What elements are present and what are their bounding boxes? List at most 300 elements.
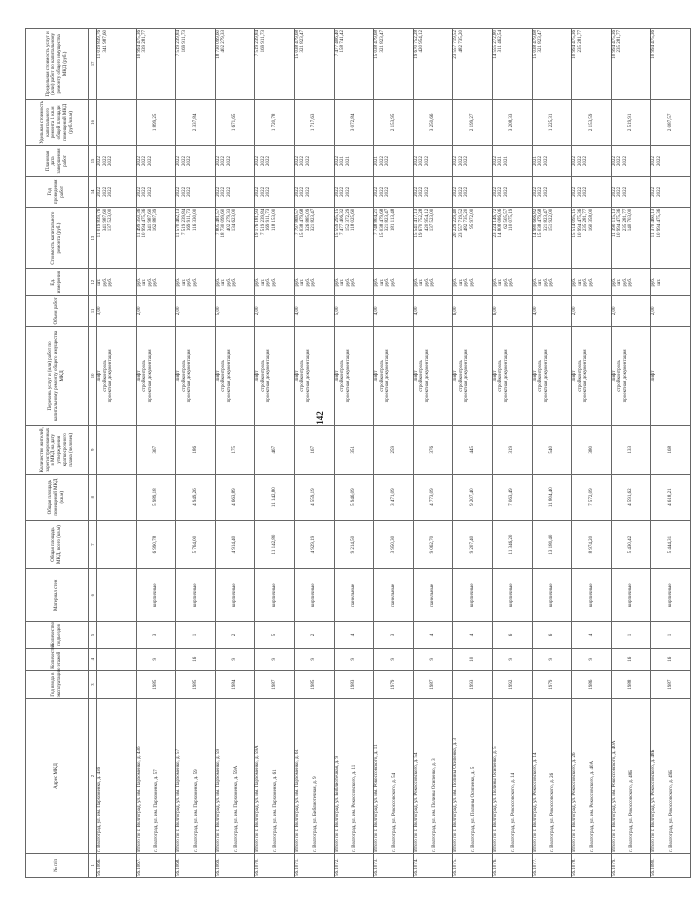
row-walls: [453, 569, 493, 622]
row-entrances-value: 4: [588, 633, 594, 637]
row-total-area: [572, 520, 612, 569]
row-units-line: руб.: [464, 277, 470, 287]
row-works-line: лифт: [97, 370, 102, 382]
row-floors: [136, 648, 176, 670]
row-entrances: [572, 622, 612, 648]
row-work-years: [334, 176, 374, 207]
row-work-years-line: 2022: [611, 186, 617, 197]
row-walls: [97, 569, 137, 622]
row-work-years-line: 2022: [294, 186, 300, 197]
row-units-line: руб.: [311, 277, 317, 287]
row-planned-dates: [651, 146, 691, 177]
row-residents: [572, 426, 612, 475]
row-units: [255, 269, 295, 295]
row-work-years-line: 2022: [176, 186, 182, 197]
row-costs: [176, 207, 216, 269]
row-year: [572, 670, 612, 699]
row-floors-value: 16: [667, 656, 673, 662]
row-planned-dates-line: 2022: [458, 155, 464, 166]
row-costs-line: 7 748 804,21: [374, 208, 380, 235]
row-entrances: [413, 622, 453, 648]
row-floors: [532, 648, 572, 670]
row-work-years: [255, 176, 295, 207]
row-unit-cost-value: 3 208,33: [509, 113, 515, 132]
row-planned-dates: [453, 146, 493, 177]
row-work-years-line: 2022: [538, 186, 544, 197]
row-costs-line: 19 176 181,93: [255, 208, 261, 238]
row-limit-cost: [413, 29, 453, 100]
row-work-years-line: 2022: [334, 186, 340, 197]
row-total-area-value: 5 430,42: [628, 535, 634, 554]
row-unit-cost: [651, 99, 691, 145]
row-floors-value: 9: [271, 657, 277, 661]
row-address: [374, 699, 414, 853]
row-costs-line: 341 987,60: [102, 208, 108, 232]
row-planned-dates-line: 2022: [215, 155, 221, 166]
row-floors-value: 9: [311, 657, 317, 661]
row-costs-line: 95 972,00: [469, 208, 475, 229]
row-total-area-value: 3 950,30: [390, 535, 396, 554]
row-costs-line: 23 557 719,52: [458, 208, 464, 238]
row-id: [215, 853, 255, 877]
row-limit-cost-line: 10 994 475,36: [572, 30, 578, 59]
row-work-years: [572, 176, 612, 207]
row-costs-line: 20 229 229,40: [453, 208, 459, 238]
row-premises-area-value: 7 572,09: [588, 488, 594, 506]
row-works-line: проектная документация: [622, 349, 628, 403]
row-work-years: [453, 176, 493, 207]
row-total-area: [492, 520, 532, 569]
row-works-line: стройконтроль: [221, 360, 227, 392]
row-units-line: руб.: [334, 277, 340, 287]
row-year-value: 1987: [430, 679, 436, 690]
row-costs-line: 482 735,20: [464, 208, 470, 232]
row-planned-dates-line: 2022: [334, 155, 340, 166]
row-volume-value: 5,00: [215, 306, 221, 316]
row-residents-value: 175: [232, 446, 238, 454]
row-planned-dates-line: 2022: [147, 155, 153, 166]
row-unit-cost: [611, 99, 651, 145]
row-units-line: руб.: [651, 277, 657, 287]
row-residents: [413, 426, 453, 475]
header-col-unit: Ед. измерения: [26, 269, 89, 295]
row-floors: [334, 648, 374, 670]
row-unit-cost: [215, 99, 255, 145]
row-costs-line: 11 499 350,36: [136, 208, 142, 238]
row-year: [453, 670, 493, 699]
row-work-years-line: 2022: [181, 186, 187, 197]
row-work-years-line: 2022: [187, 186, 193, 197]
row-work-years-line: 2022: [464, 186, 470, 197]
row-costs-line: 118 025,60: [351, 208, 357, 232]
row-costs-line: 11 019 839,76: [97, 208, 102, 238]
row-premises-area: [572, 474, 612, 520]
row-costs: [651, 207, 691, 269]
row-units-line: шт.: [379, 278, 385, 286]
row-limit-cost-line: 19 670 752,28: [413, 30, 419, 59]
row-walls-value: панельные: [350, 583, 356, 607]
row-costs: [97, 207, 137, 269]
row-total-area-value: 11 346,20: [509, 534, 515, 555]
row-costs-line: 160 358,00: [588, 208, 594, 232]
row-limit-cost-line: 158 741,42: [340, 30, 346, 53]
row-total-area-value: 13 180,40: [548, 534, 554, 555]
row-work-years-line: 2022: [221, 186, 227, 197]
row-volume-value: 4,00: [374, 306, 380, 316]
row-address: [651, 699, 691, 853]
row-total-area-value: 8 974,20: [588, 535, 594, 554]
header-col-entrances: Количество подъездов: [26, 622, 89, 648]
row-id-value: 56.1072.: [334, 858, 340, 876]
row-address: [176, 699, 216, 853]
row-costs-line: 169 911,73: [187, 208, 193, 232]
row-work-years-line: 2022: [374, 186, 380, 197]
row-units: [215, 269, 255, 295]
row-premises-area: [97, 474, 137, 520]
subtotal-label: Итого по г. Волгоград, ул. Рокоссовского, д. 26: [572, 752, 578, 852]
header-row: [26, 29, 89, 878]
row-costs-line: 169 911,73: [266, 208, 272, 232]
row-units-line: руб.: [572, 277, 578, 287]
row-year: [97, 670, 137, 699]
row-limit-cost-line: 235 281,77: [617, 30, 623, 53]
row-floors: [215, 648, 255, 670]
row-costs: [413, 207, 453, 269]
subtotal-label: Итого по г. Волгоград, ул. Рокоссовского, д. 54: [413, 752, 419, 852]
row-entrances-value: 3: [390, 633, 396, 637]
row-units-line: руб.: [176, 277, 182, 287]
row-entrances: [97, 622, 137, 648]
row-units-line: руб.: [147, 277, 153, 287]
table-row: [492, 29, 532, 878]
row-planned-dates-line: 2022: [583, 155, 589, 166]
row-residents: [492, 426, 532, 475]
row-year-value: 1992: [509, 679, 515, 690]
row-works-line: стройконтроль: [260, 360, 266, 392]
row-entrances-value: 1: [192, 633, 198, 637]
subtotal-label: Итого по г. Волгоград, ул. им. Пархоменко, д. 59А: [255, 745, 261, 852]
header-col-floors: Количество этажей: [26, 648, 89, 670]
row-planned-dates-line: 2022: [419, 155, 425, 166]
row-planned-dates: [492, 146, 532, 177]
table-row: [532, 29, 572, 878]
row-costs-line: 7 519 239,84: [260, 208, 266, 235]
row-costs-line: 23 224 146,72: [492, 208, 498, 238]
row-residents: [453, 426, 493, 475]
row-floors: [651, 648, 691, 670]
header-col-residents: Количество жителей, зарегистрированных в МКД на дату утверждения краткосрочного плана (человек): [26, 426, 89, 475]
row-entrances: [255, 622, 295, 648]
row-planned-dates-line: 2021: [374, 155, 380, 166]
row-units-line: руб.: [187, 277, 193, 287]
row-units-line: руб.: [108, 277, 113, 287]
row-floors: [611, 648, 651, 670]
row-works-line: проектная документация: [147, 349, 153, 403]
row-costs-line: 235 281,77: [622, 208, 628, 232]
row-volume-value: 2,00: [176, 306, 182, 316]
row-costs: [453, 207, 493, 269]
row-costs-line: 62 505,57: [503, 208, 509, 229]
row-units-line: руб.: [374, 277, 380, 287]
row-work-years-line: 2022: [215, 186, 221, 197]
row-work-years: [492, 176, 532, 207]
row-work-years-line: 2022: [226, 186, 232, 197]
column-number: 11: [89, 295, 97, 326]
row-premises-area: [611, 474, 651, 520]
row-costs: [492, 207, 532, 269]
row-year-value: 1985: [153, 679, 159, 690]
row-work-years-line: 2022: [458, 186, 464, 197]
row-year: [215, 670, 255, 699]
row-premises-area-value: 7 063,49: [509, 488, 515, 506]
row-address: [294, 699, 334, 853]
row-residents: [651, 426, 691, 475]
row-work-years-line: 2022: [379, 186, 385, 197]
row-address: [334, 699, 374, 853]
row-work-years: [215, 176, 255, 207]
row-id: [413, 853, 453, 877]
row-planned-dates: [97, 146, 137, 177]
row-costs-line: 181 113,48: [390, 208, 396, 232]
row-works-line: проектная документация: [266, 349, 272, 403]
row-unit-cost: [176, 99, 216, 145]
row-costs: [215, 207, 255, 269]
row-unit-cost-value: 3 250,66: [430, 113, 436, 132]
row-unit-cost-value: 1 225,31: [548, 113, 554, 132]
row-floors: [97, 648, 137, 670]
row-total-area: [215, 520, 255, 569]
row-limit-cost-line: 14 555 272,80: [492, 30, 498, 59]
row-volume: [97, 295, 137, 326]
row-planned-dates-line: 2022: [305, 155, 311, 166]
row-walls-value: кирпичные: [548, 583, 554, 608]
row-works-line: стройконтроль: [181, 360, 187, 392]
row-id-value: 56.1071.: [294, 858, 300, 876]
row-limit-cost-line: 23 557 719,52: [453, 30, 459, 59]
row-planned-dates-line: 2022: [108, 155, 113, 166]
row-year-value: 1984: [232, 679, 238, 690]
row-limit-cost: [532, 29, 572, 100]
row-id: [453, 853, 493, 877]
row-residents-value: 186: [192, 446, 198, 454]
row-walls: [255, 569, 295, 622]
row-units-line: руб.: [503, 277, 509, 287]
row-volume: [215, 295, 255, 326]
row-limit-cost-line: 15 038 479,68: [374, 30, 380, 59]
row-costs-line: 10 994 475,36: [617, 208, 623, 238]
row-year-value: 1987: [667, 679, 673, 690]
row-works-line: лифт: [651, 370, 657, 382]
row-works-line: лифт: [572, 370, 578, 382]
row-units-line: руб.: [390, 277, 396, 287]
row-work-years-line: 2022: [622, 186, 628, 197]
row-units-line: руб.: [351, 277, 357, 287]
row-premises-area: [176, 474, 216, 520]
row-volume: [492, 295, 532, 326]
row-units-line: шт.: [300, 278, 306, 286]
row-costs-line: 116 330,00: [192, 208, 198, 232]
row-planned-dates: [572, 146, 612, 177]
row-limit-cost: [453, 29, 493, 100]
row-costs-line: 140 703,00: [628, 208, 634, 232]
row-id: [572, 853, 612, 877]
row-walls-value: кирпичные: [192, 583, 198, 608]
row-entrances: [176, 622, 216, 648]
row-planned-dates-line: 2022: [622, 155, 628, 166]
row-units-line: шт.: [260, 278, 266, 286]
row-id: [97, 853, 137, 877]
row-work-years: [611, 176, 651, 207]
row-entrances: [492, 622, 532, 648]
row-work-years-line: 2022: [492, 186, 498, 197]
row-limit-cost-line: 10 994 475,36: [611, 30, 617, 59]
row-limit-cost-line: 169 911,73: [181, 30, 187, 53]
row-costs: [572, 207, 612, 269]
row-planned-dates-line: 2022: [492, 155, 498, 166]
header-col-premises-area: Общая площадь помещений МКД (кв.м): [26, 474, 89, 520]
row-entrances: [651, 622, 691, 648]
row-works: [651, 326, 691, 425]
row-year: [176, 670, 216, 699]
row-year-value: 1986: [588, 679, 594, 690]
row-costs-line: 15 559 295,15: [334, 208, 340, 238]
row-units-line: руб.: [622, 277, 628, 287]
row-units-line: руб.: [469, 277, 475, 287]
row-volume-value: 2,00: [611, 306, 617, 316]
row-work-years-line: 2022: [255, 186, 261, 197]
row-total-area-value: 4 929,19: [311, 535, 317, 554]
row-premises-area: [136, 474, 176, 520]
row-limit-cost-line: 7 519 239,84: [255, 30, 261, 57]
row-premises-area-value: 4 591,62: [628, 488, 634, 506]
row-planned-dates-line: 2021: [503, 155, 509, 166]
row-units-line: руб.: [226, 277, 232, 287]
row-walls-value: кирпичные: [311, 583, 317, 608]
row-walls: [215, 569, 255, 622]
row-works-line: лифт: [294, 370, 300, 382]
row-units-line: руб.: [509, 277, 515, 287]
row-walls-value: кирпичные: [667, 583, 673, 608]
row-floors: [374, 648, 414, 670]
row-works: [453, 326, 493, 425]
row-address: [572, 699, 612, 853]
row-volume: [611, 295, 651, 326]
row-premises-area-value: 5 946,09: [350, 488, 356, 506]
row-premises-area: [215, 474, 255, 520]
row-id: [611, 853, 651, 877]
row-units: [176, 269, 216, 295]
row-premises-area: [413, 474, 453, 520]
row-walls-value: панельные: [430, 583, 436, 607]
row-work-years-line: 2022: [385, 186, 391, 197]
row-residents-value: 168: [667, 446, 673, 454]
subtotal-label: Итого по г. Волгоград, ул. им. Пархоменко, д. 59: [215, 748, 221, 852]
row-work-years-line: 2022: [543, 186, 549, 197]
row-residents-value: 376: [430, 446, 436, 454]
row-unit-cost-value: 2 519,91: [628, 113, 634, 132]
row-works-line: лифт: [492, 370, 498, 382]
row-walls: [294, 569, 334, 622]
row-works-line: лифт: [374, 370, 380, 382]
column-number: 16: [89, 99, 97, 145]
row-total-area-value: 4 914,40: [232, 535, 238, 554]
row-limit-cost: [334, 29, 374, 100]
row-year: [492, 670, 532, 699]
row-costs-line: 137 523,00: [108, 208, 113, 232]
row-address: [215, 699, 255, 853]
row-costs: [255, 207, 295, 269]
column-number: 12: [89, 269, 97, 295]
row-units-line: руб.: [136, 277, 142, 287]
address-line: г. Волгоград, ул. Рокоссовского, д. 49Б: [669, 770, 675, 852]
column-number: 3: [89, 670, 97, 699]
row-planned-dates-line: 2022: [572, 155, 578, 166]
row-planned-dates-line: 2022: [611, 155, 617, 166]
row-costs-line: 10 994 475,36: [577, 208, 583, 238]
row-volume: [532, 295, 572, 326]
subtotal-label: Итого по г. Волгоград, ул. им. Пархоменко, д. 61: [294, 748, 300, 852]
row-costs-line: 11 570 462,13: [176, 208, 182, 238]
row-id-value: 56.1075.: [453, 858, 459, 876]
row-premises-area-value: 3 471,09: [390, 488, 396, 506]
row-total-area: [453, 520, 493, 569]
row-work-years-line: 2022: [97, 186, 102, 197]
row-floors-value: 9: [588, 657, 594, 661]
row-id: [176, 853, 216, 877]
row-costs-line: 118 153,00: [271, 208, 277, 232]
row-works-line: лифт: [334, 370, 340, 382]
table-row: [215, 29, 255, 878]
row-planned-dates-line: 2022: [181, 155, 187, 166]
row-limit-cost-line: 15 038 479,68: [532, 30, 538, 59]
row-premises-area-value: 9 207,40: [469, 488, 475, 506]
row-year: [374, 670, 414, 699]
row-volume: [413, 295, 453, 326]
row-costs-line: 7 519 239,84: [181, 208, 187, 235]
row-units-line: руб.: [153, 277, 159, 287]
row-units-line: руб.: [294, 277, 300, 287]
row-residents-value: 540: [548, 446, 554, 454]
row-costs-line: 11 370 460,13: [651, 208, 657, 238]
row-costs-line: 11 390 115,13: [611, 208, 617, 238]
row-volume: [255, 295, 295, 326]
row-planned-dates: [255, 146, 295, 177]
row-work-years-line: 2022: [583, 186, 589, 197]
row-units-line: руб.: [628, 277, 634, 287]
row-planned-dates: [176, 146, 216, 177]
row-volume-value: 3,00: [97, 306, 102, 316]
header-col-unit-cost: Удельная стоимость капитального ремонта 1 кв.м общей площади помещений МКД (руб./кв.м): [26, 99, 89, 145]
column-number: 9: [89, 426, 97, 475]
column-number: 10: [89, 326, 97, 425]
row-walls-value: кирпичные: [271, 583, 277, 608]
row-planned-dates-line: 2022: [221, 155, 227, 166]
row-year: [255, 670, 295, 699]
row-works: [334, 326, 374, 425]
row-costs-line: 10 994 475,36: [142, 208, 148, 238]
row-costs-line: 321 823,47: [543, 208, 549, 232]
row-entrances-value: 4: [430, 633, 436, 637]
row-total-area-value: 9 214,50: [350, 535, 356, 554]
row-units-line: руб.: [192, 277, 198, 287]
address-line: г. Волгоград, ул. Рокоссовского, д. 48Б: [629, 770, 635, 852]
row-limit-cost-line: 11 019 839,76: [97, 30, 102, 59]
row-units-line: руб.: [345, 277, 351, 287]
row-limit-cost: [176, 29, 216, 100]
row-costs: [136, 207, 176, 269]
row-units-line: руб.: [385, 277, 391, 287]
row-floors-value: 9: [350, 657, 356, 661]
